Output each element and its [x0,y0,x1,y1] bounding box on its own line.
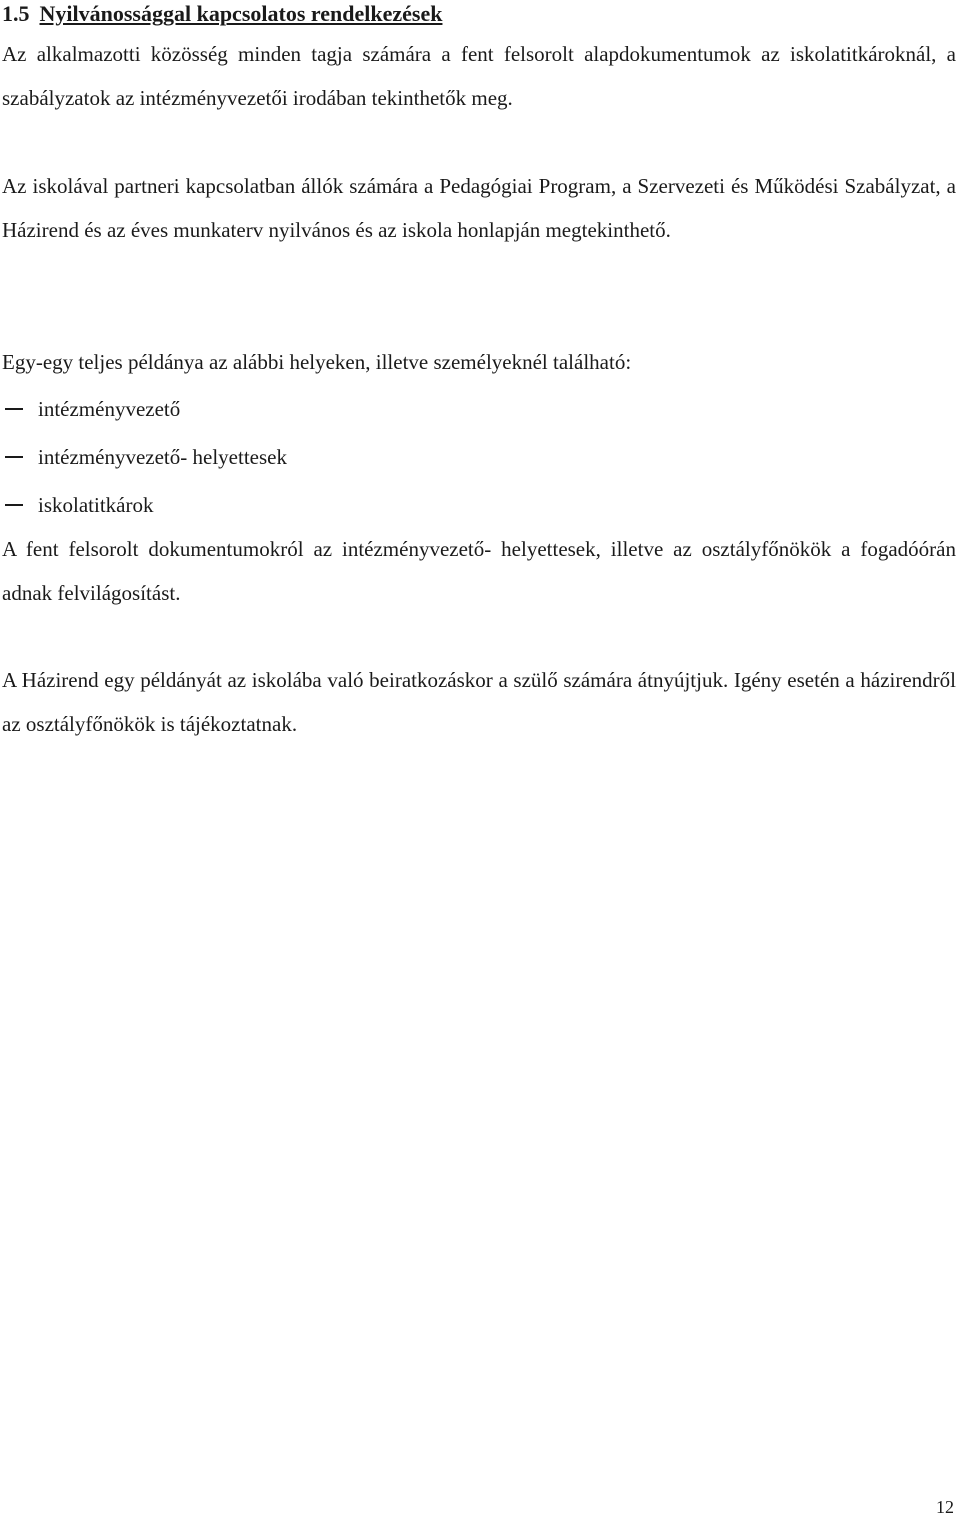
paragraph-copies-intro: Egy-egy teljes példánya az alábbi helyeken, illetve személyeknél található: [2,350,632,374]
list-item-label: intézményvezető [38,397,181,421]
paragraph-staff-access: Az alkalmazotti közösség minden tagja számára a fent felsorolt alapdokumentumok az iskolatitkároknál, a szabályzatok az intézményvezetői irodában tekinthetők meg. [2,42,956,110]
section-heading [2,0,442,28]
dash-bullet-icon [5,408,23,410]
list-item-label: intézményvezető- helyettesek [38,445,287,469]
paragraph-partner-access: Az iskolával partneri kapcsolatban állók számára a Pedagógiai Program, a Szervezeti és Működési Szabályzat, a Házirend és az éves munkaterv nyilvános és az iskola honlapján megtekinthető. [2,174,956,242]
page-number: 12 [936,1497,954,1517]
dash-bullet-icon [5,456,23,458]
paragraph-information: A fent felsorolt dokumentumokról az intézményvezető- helyettesek, illetve az osztályfőnökök a fogadóórán adnak felvilágosítást. [2,537,956,605]
section-number: 1.5 [2,1,30,26]
list-item [2,433,287,481]
section-title: Nyilvánossággal kapcsolatos rendelkezések [39,1,443,26]
list-item [2,481,287,529]
paragraph-house-rules: A Házirend egy példányát az iskolába való beiratkozáskor a szülő számára átnyújtjuk. Igény esetén a házirendről az osztályfőnökök is tájékoztatnak. [2,668,956,736]
list-item [2,385,287,433]
locations-list [2,385,287,529]
dash-bullet-icon [5,504,23,506]
list-item-label: iskolatitkárok [38,493,154,517]
